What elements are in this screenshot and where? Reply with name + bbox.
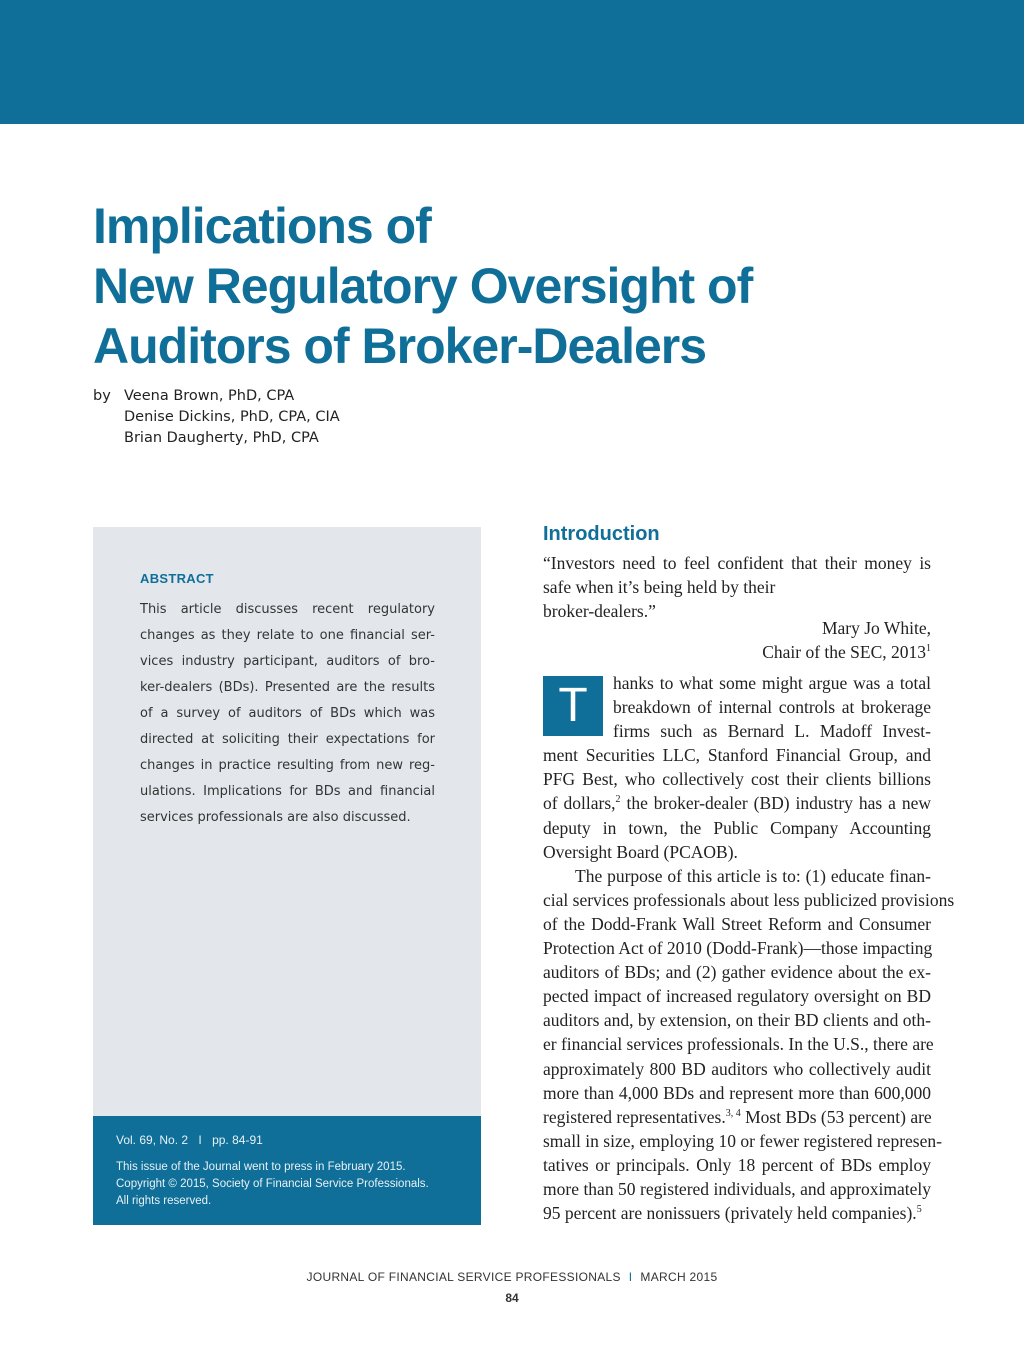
body-line: small in size, employing 10 or fewer registered represen- — [543, 1130, 942, 1151]
body-line — [543, 791, 931, 815]
author: Veena Brown, PhD, CPA — [124, 388, 295, 404]
copyright-notice — [116, 1159, 429, 1210]
body-line: hanks to what some might argue was a total — [613, 673, 931, 693]
title-line: Auditors of Broker-Dealers — [93, 318, 707, 374]
abstract-line: ulations. Implications for BDs and financial — [140, 784, 435, 799]
abstract-heading: ABSTRACT — [140, 571, 214, 586]
body-segment: registered representatives. — [543, 1106, 726, 1127]
abstract-text — [140, 597, 435, 831]
body-segment: Most BDs (53 percent) are — [745, 1106, 932, 1127]
abstract-box — [93, 527, 481, 1116]
quote-line: safe when it’s being held by their — [543, 577, 776, 597]
body-line: The purpose of this article is to: (1) educate finan- — [575, 865, 931, 886]
body-line: pected impact of increased regulatory oversight on BD — [543, 986, 931, 1007]
abstract-line: This article discusses recent regulatory — [140, 602, 435, 617]
author: Brian Daugherty, PhD, CPA — [124, 430, 319, 446]
byline-by: by — [93, 388, 111, 404]
attribution-text: Chair of the SEC, 2013 — [762, 642, 926, 662]
body-line: deputy in town, the Public Company Accounting — [543, 817, 931, 838]
footer-separator: I — [628, 1270, 633, 1284]
body-line: cial services professionals about less publicized provisions — [543, 889, 955, 910]
author-list — [124, 386, 340, 449]
body-line: PFG Best, who collectively cost their clients billions — [543, 769, 931, 790]
body-segment: 95 percent are nonissuers (privately held companies). — [543, 1203, 917, 1224]
copyright-line: This issue of the Journal went to press in February 2015. — [116, 1161, 406, 1173]
body-line: auditors of BDs; and (2) gather evidence about the ex- — [543, 962, 931, 983]
body-line: tatives or principals. Only 18 percent of BDs employ — [543, 1154, 931, 1175]
abstract-line: vices industry participant, auditors of bro- — [140, 654, 435, 669]
footnote-ref: 5 — [916, 1204, 922, 1216]
body-segment: the broker-dealer (BD) industry has a new — [626, 793, 931, 814]
body-line: of the Dodd-Frank Wall Street Reform and Consumer — [543, 913, 931, 934]
body-line: more than 4,000 BDs and represent more than 600,000 — [543, 1082, 931, 1103]
publication-info-box — [93, 1116, 481, 1225]
abstract-line: ker-dealers (BDs). Presented are the results — [140, 680, 435, 695]
quote-line: broker-dealers.” — [543, 601, 656, 621]
abstract-line: changes in practice resulting from new reg- — [140, 758, 435, 773]
section-heading: Introduction — [543, 523, 660, 545]
page-footer — [0, 1270, 1024, 1284]
volume-info — [116, 1133, 263, 1147]
copyright-line: All rights reserved. — [116, 1195, 212, 1207]
body-segment: of dollars, — [543, 793, 616, 814]
page-range: pp. 84-91 — [212, 1133, 263, 1147]
title-line: Implications of — [93, 198, 431, 254]
title-line: New Regulatory Oversight of — [93, 258, 753, 314]
footnote-ref: 3, 4 — [725, 1107, 741, 1119]
body-line: approximately 800 BD auditors who collectively audit — [543, 1058, 931, 1079]
epigraph-quote — [543, 551, 931, 623]
footnote-ref: 2 — [615, 794, 621, 806]
info-separator: I — [198, 1133, 202, 1147]
body-line: ment Securities LLC, Stanford Financial Group, and — [543, 745, 931, 766]
body-line: breakdown of internal controls at brokerage — [613, 697, 931, 718]
author: Denise Dickins, PhD, CPA, CIA — [124, 409, 340, 425]
body-line: Oversight Board (PCAOB). — [543, 841, 738, 862]
attribution-line: Mary Jo White, — [821, 618, 931, 638]
body-line: auditors and, by extension, on their BD clients and oth- — [543, 1010, 931, 1031]
abstract-line: changes as they relate to one financial ser- — [140, 628, 435, 643]
body-line: er financial services professionals. In the U.S., there are — [543, 1034, 934, 1055]
footnote-ref: 1 — [926, 643, 931, 655]
article-body — [543, 671, 955, 1225]
quote-line: “Investors need to feel confident that their money is — [543, 553, 931, 573]
page-number: 84 — [505, 1291, 519, 1305]
body-line — [543, 1105, 931, 1129]
body-line: Protection Act of 2010 (Dodd-Frank)—those impacting — [543, 938, 933, 959]
body-line: more than 50 registered individuals, and approximately — [543, 1178, 931, 1199]
drop-cap: T — [543, 676, 603, 736]
abstract-line: of a survey of auditors of BDs which was — [140, 706, 435, 721]
header-band — [0, 0, 1024, 124]
article-title — [93, 196, 893, 376]
abstract-line: services professionals are also discussed. — [140, 810, 411, 825]
attribution-line — [543, 640, 931, 664]
journal-name: JOURNAL OF FINANCIAL SERVICE PROFESSIONALS — [306, 1270, 621, 1284]
copyright-line: Copyright © 2015, Society of Financial Service Professionals. — [116, 1178, 429, 1190]
body-line: firms such as Bernard L. Madoff Invest- — [613, 721, 931, 742]
body-line — [543, 1201, 931, 1225]
quote-attribution — [543, 616, 931, 664]
abstract-line: directed at soliciting their expectations for — [140, 732, 435, 747]
volume-number: Vol. 69, No. 2 — [116, 1133, 189, 1147]
issue-date: MARCH 2015 — [640, 1270, 718, 1284]
